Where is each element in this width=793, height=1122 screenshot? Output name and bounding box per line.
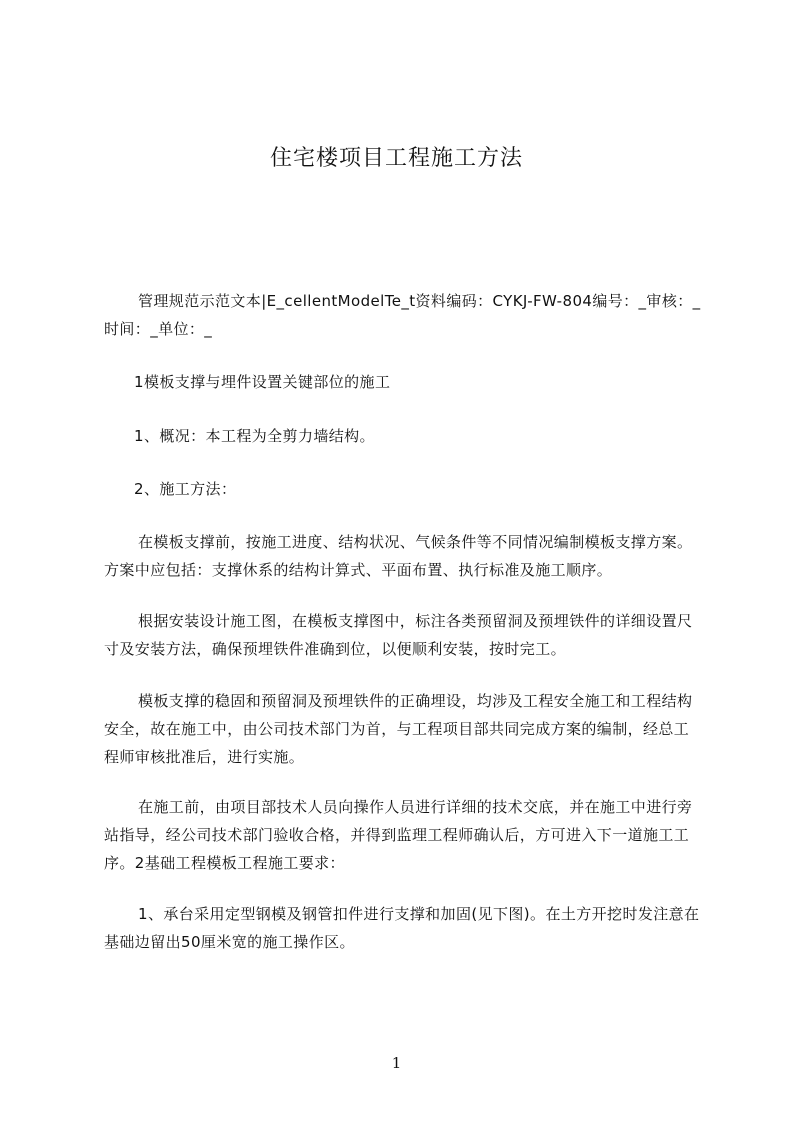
paragraph: 在模板支撑前，按施工进度、结构状况、气候条件等不同情况编制模板支撑方案。方案中应包括：支撑休系的结构计算式、平面布置、执行标准及施工顺序。 — [104, 533, 693, 579]
paragraph: 模板支撑的稳固和预留洞及预埋铁件的正确埋设，均涉及工程安全施工和工程结构安全，故在施工中，由公司技术部门为首，与工程项目部共同完成方案的编制，经总工程师审核批准后，进行实施。 — [104, 692, 693, 766]
document-meta: 管理规范示范文本|E_cellentModelTe_t资料编码：CYKJ-FW-804编号：_审核：_时间：_单位：_ — [104, 292, 701, 338]
list-item-method: 2、施工方法： — [134, 480, 237, 498]
document-title: 住宅楼项目工程施工方法 — [269, 146, 523, 171]
section-heading: 1模板支撑与埋件设置关键部位的施工 — [134, 373, 391, 391]
paragraph: 1、承台采用定型钢模及钢管扣件进行支撑和加固(见下图)。在土方开挖时发注意在基础边留出50厘米宽的施工操作区。 — [104, 905, 700, 951]
paragraph: 根据安装设计施工图，在模板支撑图中，标注各类预留洞及预埋铁件的详细设置尺寸及安装方法，确保预埋铁件准确到位，以便顺利安装，按时完工。 — [104, 612, 693, 658]
paragraph: 在施工前，由项目部技术人员向操作人员进行详细的技术交底，并在施工中进行旁站指导，经公司技术部门验收合格，并得到监理工程师确认后，方可进入下一道施工工序。2基础工程模板工程施工要求： — [104, 798, 693, 872]
list-item-overview: 1、概况：本工程为全剪力墙结构。 — [134, 427, 375, 445]
page-number: 1 — [391, 1054, 402, 1072]
